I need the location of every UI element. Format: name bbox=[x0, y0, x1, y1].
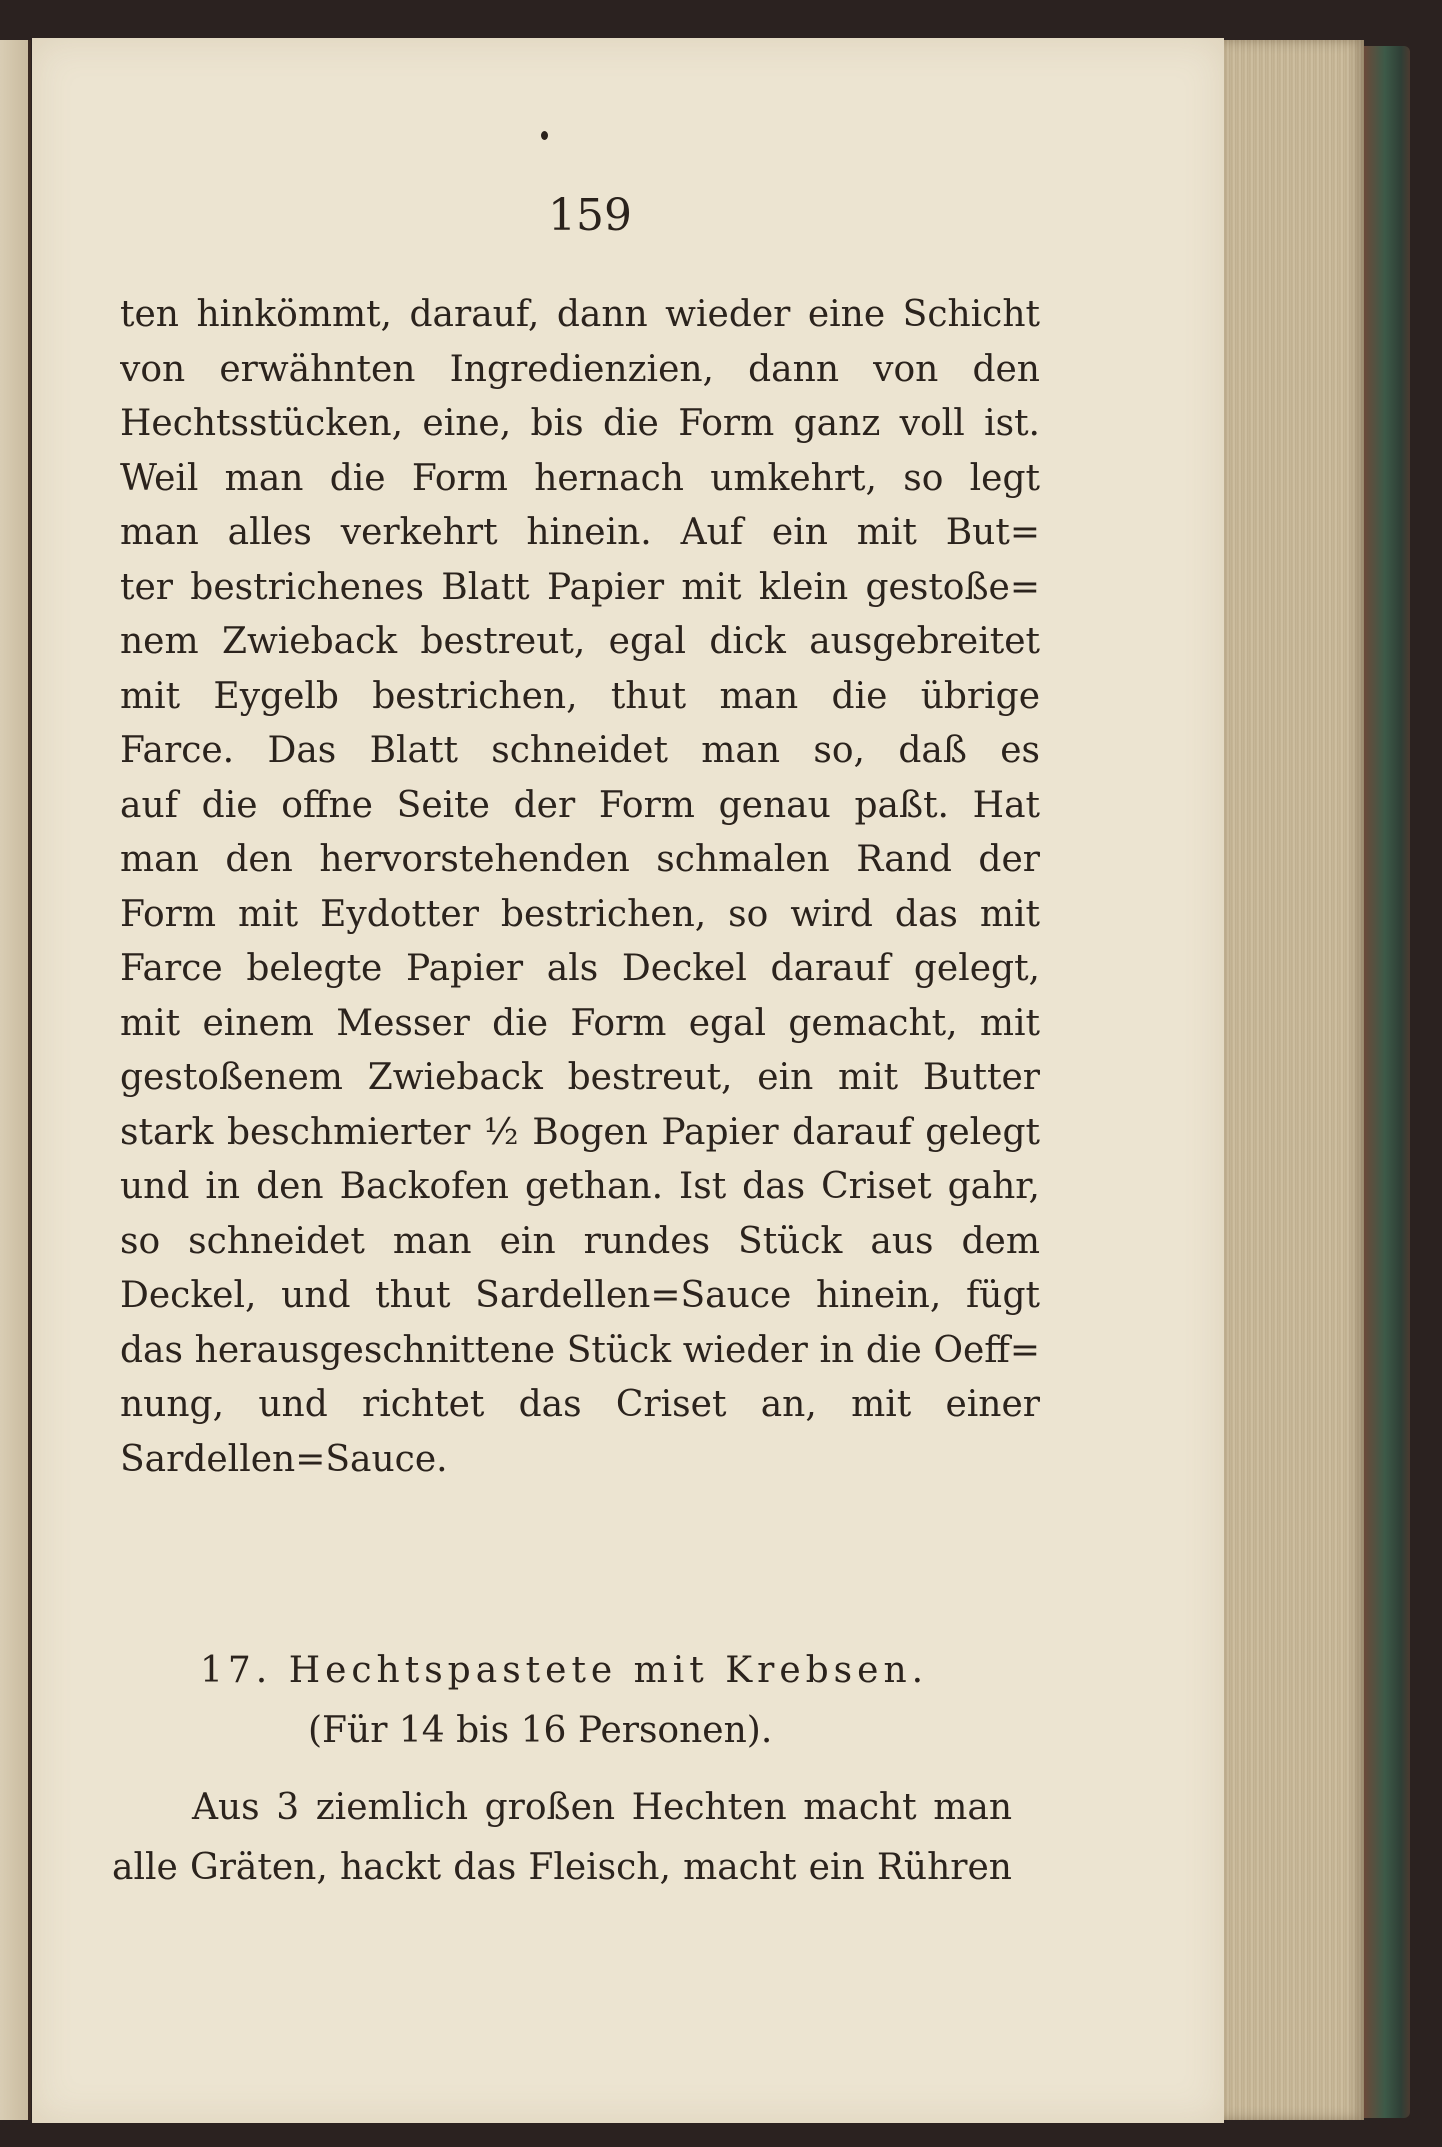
text-line: so schneidet man ein rundes Stück aus dem bbox=[120, 1220, 1040, 1262]
body-paragraph-2 bbox=[112, 1778, 1012, 1898]
text-line: das herausgeschnittene Stück wieder in die Oeff= bbox=[120, 1329, 1040, 1371]
text-line: man den hervorstehenden schmalen Rand der bbox=[120, 839, 1040, 880]
text-line: ter bestrichenes Blatt Papier mit klein gestoße= bbox=[120, 566, 1040, 608]
page-block-edge bbox=[1224, 40, 1364, 2120]
text-line: alle Gräten, hackt das Fleisch, macht ein Rühren bbox=[112, 1847, 1012, 1888]
text-line: man alles verkehrt hinein. Auf ein mit But= bbox=[120, 512, 1040, 553]
text-line: mit Eygelb bestrichen, thut man die übrige bbox=[120, 675, 1040, 717]
text-line: und in den Backofen gethan. Ist das Criset gahr, bbox=[120, 1166, 1040, 1207]
recipe-subheading: (Für 14 bis 16 Personen). bbox=[308, 1710, 773, 1751]
ink-dot-mark bbox=[541, 131, 548, 140]
text-line: Sardellen=Sauce. bbox=[120, 1438, 448, 1480]
text-line: nung, und richtet das Criset an, mit einer bbox=[120, 1384, 1040, 1425]
text-line: ten hinkömmt, darauf, dann wieder eine Schicht bbox=[120, 294, 1040, 335]
text-line: nem Zwieback bestreut, egal dick ausgebreitet bbox=[120, 621, 1040, 662]
left-page-edge bbox=[0, 40, 31, 2120]
text-line: Weil man die Form hernach umkehrt, so legt bbox=[120, 457, 1040, 499]
text-line: stark beschmierter ½ Bogen Papier darauf gelegt bbox=[120, 1111, 1040, 1153]
text-line: von erwähnten Ingredienzien, dann von den bbox=[120, 348, 1040, 390]
text-line: Farce. Das Blatt schneidet man so, daß es bbox=[120, 730, 1040, 771]
text-line: auf die offne Seite der Form genau paßt. Hat bbox=[120, 784, 1040, 826]
text-line: Aus 3 ziemlich großen Hechten macht man bbox=[192, 1787, 1012, 1828]
text-line: Form mit Eydotter bestrichen, so wird das mit bbox=[120, 893, 1040, 935]
body-paragraph-1 bbox=[120, 288, 1040, 1487]
text-line: Hechtsstücken, eine, bis die Form ganz voll ist. bbox=[120, 403, 1040, 444]
text-line: mit einem Messer die Form egal gemacht, mit bbox=[120, 1002, 1040, 1044]
recipe-heading: 17. Hechtspastete mit Krebsen. bbox=[200, 1650, 929, 1691]
book-cover-edge bbox=[1364, 46, 1410, 2118]
text-line: gestoßenem Zwieback bestreut, ein mit Butter bbox=[120, 1057, 1040, 1098]
text-line: Deckel, und thut Sardellen=Sauce hinein, fügt bbox=[120, 1275, 1040, 1316]
page-number: 159 bbox=[548, 190, 632, 241]
text-line: Farce belegte Papier als Deckel darauf gelegt, bbox=[120, 948, 1040, 989]
